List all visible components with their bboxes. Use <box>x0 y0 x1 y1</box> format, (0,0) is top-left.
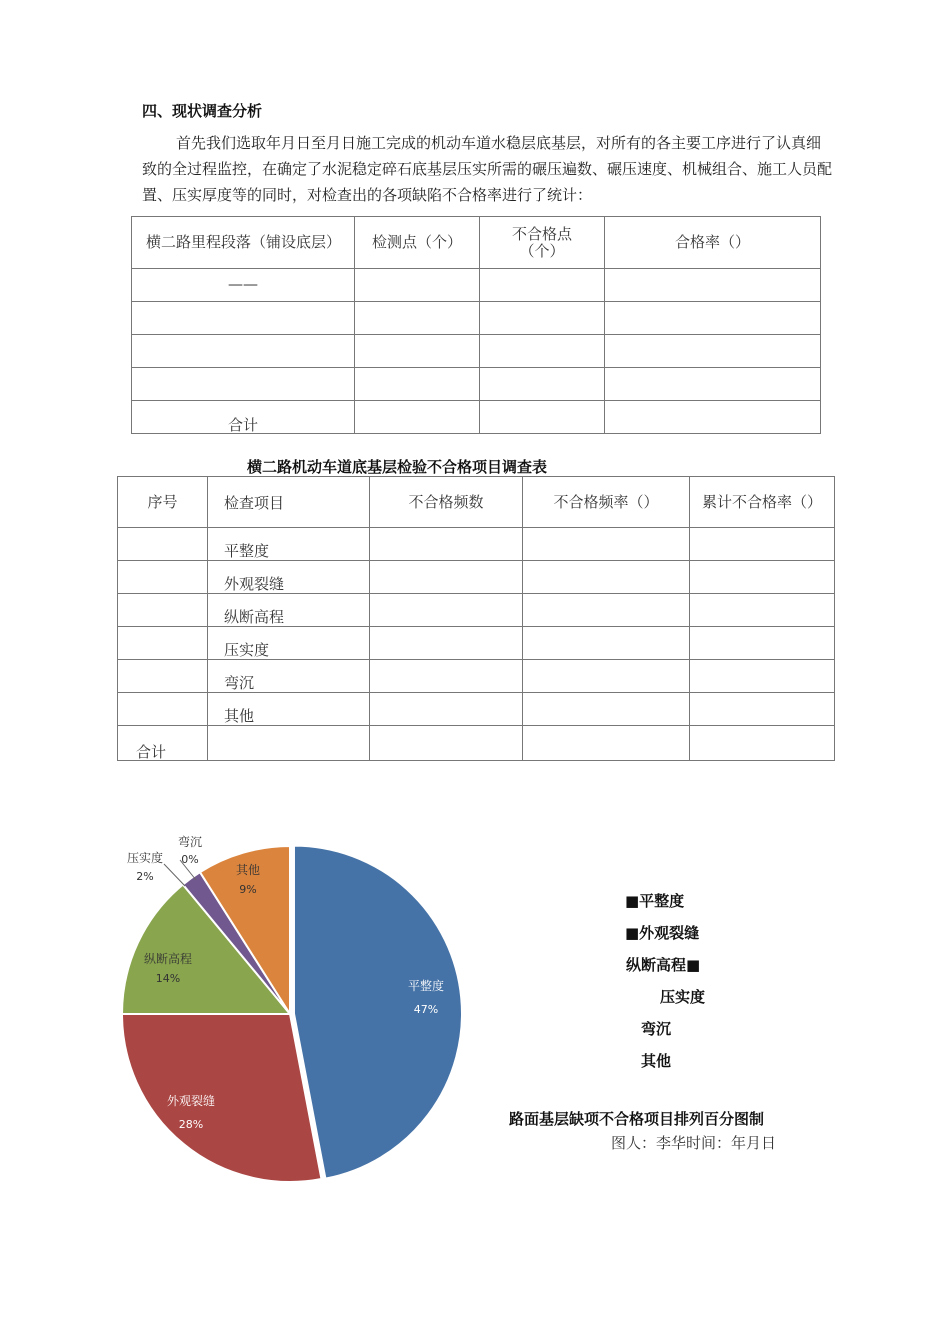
table-cell <box>480 401 605 434</box>
table-cell <box>370 693 523 726</box>
table-cell <box>355 335 480 368</box>
defect-pie-chart <box>0 820 520 1200</box>
table-row <box>132 335 821 368</box>
legend-item-other: 其他 <box>641 1052 672 1070</box>
table-cell: 合计 <box>132 401 355 434</box>
table-cell <box>523 528 690 561</box>
table-cell <box>523 693 690 726</box>
table-cell: 合计 <box>118 726 208 761</box>
table-cell <box>690 561 835 594</box>
table-cell <box>605 401 821 434</box>
header-cell: 检查项目 <box>208 477 370 528</box>
table-cell <box>118 660 208 693</box>
table-cell: —— <box>132 269 355 302</box>
table-cell <box>118 528 208 561</box>
intro-paragraph <box>142 130 832 208</box>
header-cell: 不合格频数 <box>370 477 523 528</box>
table-cell <box>523 660 690 693</box>
table-cell <box>480 302 605 335</box>
table-cell <box>690 693 835 726</box>
table-cell <box>132 302 355 335</box>
table-cell <box>690 660 835 693</box>
table-cell <box>370 726 523 761</box>
chart-title: 路面基层缺项不合格项目排列百分图制 <box>509 1110 765 1128</box>
table-cell <box>690 726 835 761</box>
table-cell <box>690 627 835 660</box>
table-cell <box>355 401 480 434</box>
header-cell: 合格率（） <box>605 217 821 269</box>
table-cell <box>690 594 835 627</box>
slice-percent: 2% <box>136 870 154 883</box>
table-cell <box>355 368 480 401</box>
table-cell <box>523 594 690 627</box>
table-cell <box>118 693 208 726</box>
legend-item-deflection: 弯沉 <box>641 1020 672 1038</box>
slice-label: 弯沉 <box>177 835 203 849</box>
slice-label: 纵断高程 <box>143 952 193 966</box>
pie-slice <box>122 1014 321 1182</box>
table-row-total <box>118 726 835 761</box>
table-cell <box>480 269 605 302</box>
table-cell <box>605 368 821 401</box>
table-cell <box>208 726 370 761</box>
leader-line <box>164 864 185 886</box>
table-cell <box>523 561 690 594</box>
table-cell <box>690 528 835 561</box>
slice-percent: 28% <box>178 1118 204 1131</box>
table-cell <box>370 660 523 693</box>
header-cell: 不合格点（个） <box>480 217 605 269</box>
legend-item-compaction: 压实度 <box>660 988 706 1006</box>
slice-label: 外观裂缝 <box>166 1094 216 1108</box>
table-cell <box>523 627 690 660</box>
table-row <box>118 660 835 693</box>
header-cell: 累计不合格率（） <box>690 477 835 528</box>
chart-credit: 图人：李华时间：年月日 <box>611 1134 777 1152</box>
table-cell <box>605 269 821 302</box>
slice-label: 平整度 <box>407 979 445 993</box>
table-cell <box>132 368 355 401</box>
table-row <box>118 561 835 594</box>
table-cell <box>370 627 523 660</box>
section-heading: 四、现状调查分析 <box>142 102 263 120</box>
header-cell: 不合格频率（） <box>523 477 690 528</box>
slice-percent: 9% <box>239 883 257 896</box>
slice-percent: 47% <box>413 1003 439 1016</box>
table-row <box>132 302 821 335</box>
slice-percent: 14% <box>155 972 181 985</box>
intro-text: 首先我们选取年月日至月日施工完成的机动车道水稳层底基层，对所有的各主要工序进行了认真细致的全过程监控，在确定了水泥稳定碎石底基层压实所需的碾压遍数、碾压速度、机械组合、施工人员配置、压实厚度等的同时，对检查出的各项缺陷不合格率进行了统计： <box>142 134 833 204</box>
table-row <box>132 368 821 401</box>
slice-percent: 0% <box>181 853 199 866</box>
table-cell: 弯沉 <box>208 660 370 693</box>
legend-item-flatness: ■平整度 <box>625 892 685 910</box>
table-cell: 外观裂缝 <box>208 561 370 594</box>
table-row-total <box>132 401 821 434</box>
inspection-points-table <box>131 216 821 434</box>
table-row <box>118 627 835 660</box>
legend-item-cracks: ■外观裂缝 <box>625 924 700 942</box>
defect-survey-table <box>117 476 835 761</box>
table-cell <box>605 335 821 368</box>
table-cell: 其他 <box>208 693 370 726</box>
table-cell <box>118 627 208 660</box>
table-cell <box>355 302 480 335</box>
table-row <box>132 269 821 302</box>
table-cell: 平整度 <box>208 528 370 561</box>
legend-item-elevation: 纵断高程■ <box>626 956 701 974</box>
table-cell <box>118 561 208 594</box>
table-cell <box>118 594 208 627</box>
table-header-row <box>118 477 835 528</box>
slice-label: 压实度 <box>126 851 164 865</box>
table2-caption: 横二路机动车道底基层检验不合格项目调查表 <box>247 458 548 476</box>
table-cell: 纵断高程 <box>208 594 370 627</box>
table-cell: 压实度 <box>208 627 370 660</box>
table-cell <box>132 335 355 368</box>
table-cell <box>355 269 480 302</box>
header-cell: 检测点（个） <box>355 217 480 269</box>
table-cell <box>605 302 821 335</box>
table-row <box>118 693 835 726</box>
header-cell: 序号 <box>118 477 208 528</box>
table-cell <box>370 594 523 627</box>
table-row <box>118 528 835 561</box>
table-cell <box>523 726 690 761</box>
table-cell <box>370 528 523 561</box>
table-row <box>118 594 835 627</box>
table-cell <box>480 335 605 368</box>
table-cell <box>480 368 605 401</box>
table-cell <box>370 561 523 594</box>
header-cell: 横二路里程段落（铺设底层） <box>132 217 355 269</box>
slice-label: 其他 <box>235 863 261 877</box>
table-header-row <box>132 217 821 269</box>
